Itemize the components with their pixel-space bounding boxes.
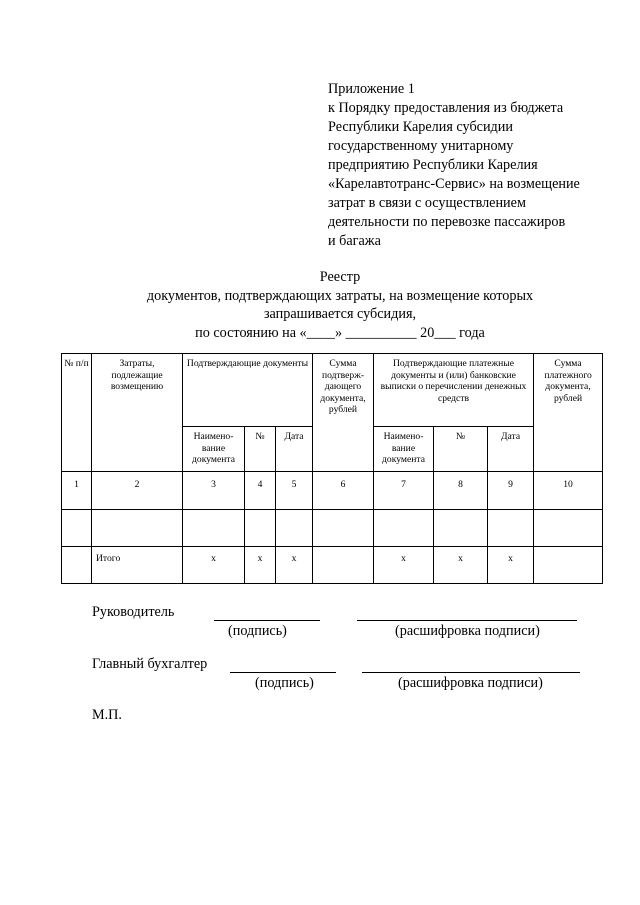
head-sign-caption: (подпись) (228, 623, 287, 639)
head-label: Руководитель (92, 604, 175, 620)
empty-cell[interactable] (434, 510, 488, 547)
header-confirm-docs: Подтверждающие документы (183, 354, 313, 427)
total-cell: x (183, 547, 245, 584)
stamp-place: М.П. (92, 707, 122, 723)
appendix-line: к Порядку предоставления из бюджета (328, 100, 564, 116)
total-cell: x (276, 547, 313, 584)
empty-cell[interactable] (276, 510, 313, 547)
header-num: № п/п (62, 354, 92, 472)
total-sum-payment-cell[interactable] (534, 547, 603, 584)
header-pay-date: Дата (488, 427, 534, 472)
total-num-cell (62, 547, 92, 584)
appendix-line: предприятию Республики Карелия (328, 157, 538, 173)
total-row (62, 547, 603, 584)
heading-line: запрашивается субсидия, (263, 306, 417, 322)
column-number-row (62, 472, 603, 510)
empty-cell[interactable] (183, 510, 245, 547)
appendix-line: деятельности по перевозке пассажиров (328, 214, 566, 230)
column-number: 10 (534, 472, 603, 510)
column-number: 7 (374, 472, 434, 510)
total-cell: x (488, 547, 534, 584)
header-doc-num: № (245, 427, 276, 472)
total-cell: x (245, 547, 276, 584)
empty-cell[interactable] (245, 510, 276, 547)
accountant-signature-line[interactable] (230, 672, 336, 673)
heading-line: документов, подтверждающих затраты, на возмещение которых (146, 287, 534, 304)
header-doc-date: Дата (276, 427, 313, 472)
empty-cell[interactable] (534, 510, 603, 547)
column-number: 1 (62, 472, 92, 510)
accountant-sign-caption: (подпись) (255, 675, 314, 691)
header-payment-docs: Подтверждающие платежные документы и (или) банковские выписки о перечислении денежных средств (374, 354, 534, 427)
appendix-line: Республики Карелия субсидии (328, 119, 513, 135)
column-number: 2 (92, 472, 183, 510)
header-sum-payment: Суммa платежного документа, рублей (534, 354, 603, 472)
column-number: 6 (313, 472, 374, 510)
empty-cell[interactable] (92, 510, 183, 547)
head-signature-line[interactable] (214, 620, 320, 621)
heading-date-line: по состоянию на «____» __________ 20___ года (195, 324, 485, 341)
column-number: 8 (434, 472, 488, 510)
accountant-decode-caption: (расшифровка подписи) (398, 675, 543, 691)
empty-cell[interactable] (313, 510, 374, 547)
total-label: Итого (92, 547, 183, 584)
header-costs: Затраты, подлежащие возмещению (92, 354, 183, 472)
header-sum-confirm: Сумма подтверж-дающего документа, рублей (313, 354, 374, 472)
total-cell: x (374, 547, 434, 584)
appendix-line: «Карелавтотранс-Сервис» на возмещение (328, 176, 580, 192)
empty-cell[interactable] (62, 510, 92, 547)
column-number: 9 (488, 472, 534, 510)
head-decode-line[interactable] (357, 620, 577, 621)
empty-cell[interactable] (374, 510, 434, 547)
appendix-line: и багажа (328, 233, 381, 249)
accountant-label: Главный бухгалтер (92, 656, 208, 672)
header-pay-name: Наимено-вание документа (374, 427, 434, 472)
document-title: Реестр (319, 269, 361, 285)
column-number: 4 (245, 472, 276, 510)
head-decode-caption: (расшифровка подписи) (395, 623, 540, 639)
header-pay-num: № (434, 427, 488, 472)
appendix-block (328, 80, 628, 251)
table-row (62, 510, 603, 547)
empty-cell[interactable] (488, 510, 534, 547)
column-number: 5 (276, 472, 313, 510)
total-cell: x (434, 547, 488, 584)
accountant-decode-line[interactable] (362, 672, 580, 673)
total-sum-confirm-cell[interactable] (313, 547, 374, 584)
header-doc-name: Наимено-вание документа (183, 427, 245, 472)
appendix-line: затрат в связи с осуществлением (328, 195, 526, 211)
appendix-line: государственному унитарному (328, 138, 514, 154)
column-number: 3 (183, 472, 245, 510)
appendix-line: Приложение 1 (328, 81, 415, 97)
document-heading (60, 268, 620, 342)
registry-table (61, 353, 603, 584)
